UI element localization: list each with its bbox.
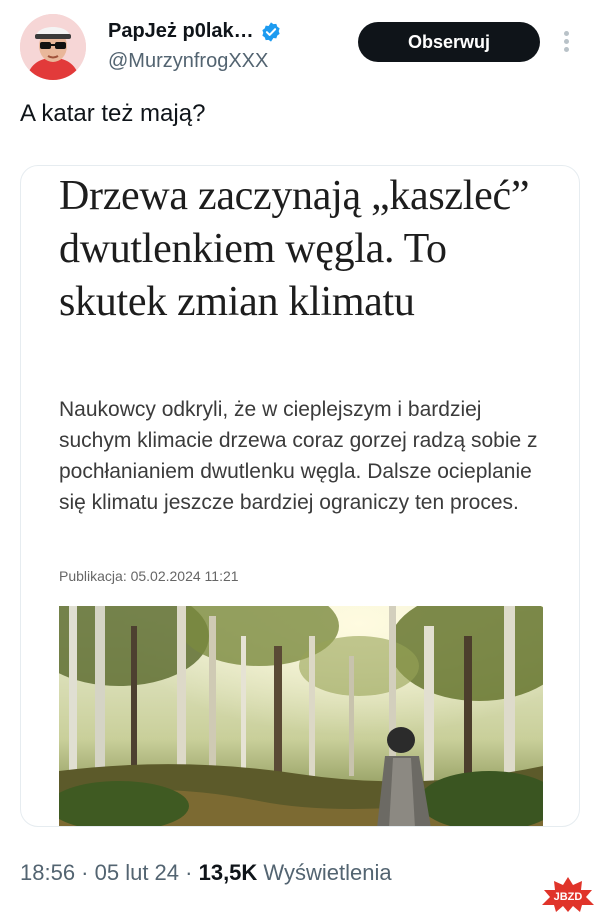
forest-image (59, 606, 543, 827)
tweet-text: A katar też mają? (20, 100, 206, 127)
meta-separator: · (179, 860, 199, 885)
follow-button[interactable]: Obserwuj (358, 22, 540, 62)
jbzd-watermark-logo (540, 875, 596, 913)
article-headline: Drzewa zaczynają „kaszleć” dwutlenkiem węgla. To skutek zmian klimatu (59, 173, 530, 325)
user-handle[interactable]: @MurzynfrogXXX (108, 50, 269, 72)
article-photo (59, 606, 543, 827)
display-name[interactable]: PapJeż p0lak… (108, 20, 254, 42)
meta-separator: · (75, 860, 95, 885)
avatar[interactable] (20, 14, 86, 80)
article-lead: Naukowcy odkryli, że w cieplejszym i bardziej suchym klimacie drzewa coraz gorzej radzą sobie z pochłanianiem dwutlenku węgla. Dalsze ocieplanie się klimatu jeszcze bardziej ograniczy ten proces. (59, 398, 538, 514)
tweet-meta (20, 860, 392, 886)
views-label: Wyświetlenia (257, 860, 392, 885)
tweet-header (0, 0, 600, 90)
tweet-date[interactable]: 05 lut 24 (94, 860, 180, 885)
name-row (108, 20, 282, 43)
tweet-time[interactable]: 18:56 (20, 860, 76, 885)
svg-text:JBZD: JBZD (553, 891, 583, 903)
avatar-image (20, 14, 86, 80)
verified-badge-icon (260, 21, 282, 43)
article-card[interactable] (20, 165, 580, 827)
article-publish-date: Publikacja: 05.02.2024 11:21 (59, 568, 239, 584)
views-count: 13,5K (198, 860, 258, 885)
more-options-icon[interactable] (556, 28, 576, 58)
